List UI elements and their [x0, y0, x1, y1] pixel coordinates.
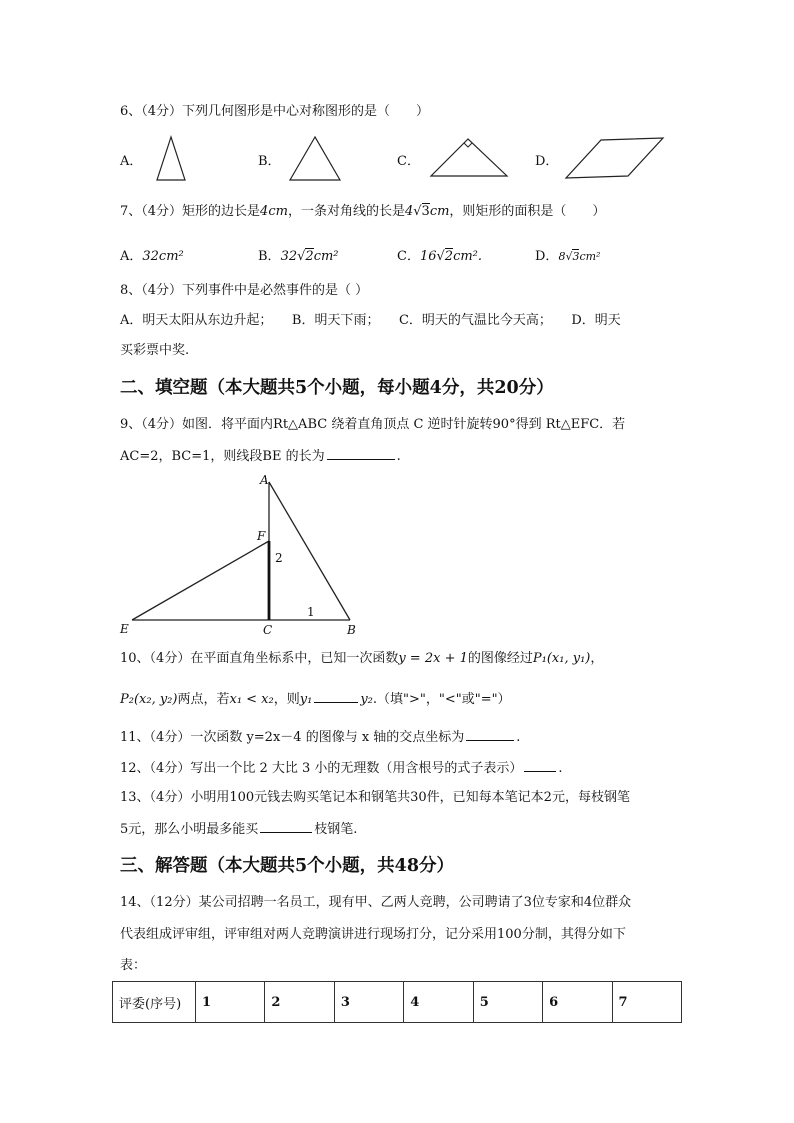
- q10-answer-blank[interactable]: [314, 690, 358, 703]
- q7-stem-post: ，则矩形的面积是（ ）: [449, 204, 606, 219]
- q11-stem: 11、（4分）一次函数 y=2x－4 的图像与 x 轴的交点坐标为: [120, 730, 465, 745]
- q12-post: .: [558, 761, 563, 776]
- q7-option-b-sqrt: √: [297, 249, 306, 264]
- q7-diag-unit: cm: [429, 204, 450, 219]
- q10-y2: y₂: [360, 692, 373, 707]
- q7-option-a-label: A．: [120, 249, 143, 264]
- q7-stem-mid: ，一条对角线的长是: [287, 204, 405, 219]
- table-col: 7: [612, 982, 681, 1023]
- table-header-row: [113, 982, 682, 1023]
- q7-stem-pre: 7、（4分）矩形的边长是: [120, 204, 261, 219]
- q7-option-d-sqrt: √: [565, 250, 573, 263]
- q9-label-f: F: [257, 529, 266, 543]
- q7-option-b-coef: 32: [280, 249, 298, 264]
- q7-option-c-label: C．: [397, 249, 420, 264]
- q13-line2: [120, 820, 357, 839]
- q10-line1-mid: 的图像经过: [467, 651, 533, 666]
- q9-label-c: C: [263, 623, 273, 637]
- q10-line1-pre: 10、（4分）在平面直角坐标系中，已知一次函数: [120, 651, 399, 666]
- q14-line3: 表：: [120, 958, 147, 973]
- q10-y1: y₁: [299, 692, 313, 707]
- q8-options-line1: A．明天太阳从东边升起； B．明天下雨； C．明天的气温比今天高； D．明天: [120, 313, 621, 328]
- q9-segment-ef: [132, 541, 269, 620]
- section-heading-fill-in: 二、填空题（本大题共5个小题，每小题4分，共20分）: [120, 378, 554, 398]
- q7-option-c-radicand: 2: [444, 249, 454, 264]
- section-heading-solutions: 三、解答题（本大题共5个小题，共48分）: [120, 856, 455, 876]
- table-col: 5: [473, 982, 542, 1023]
- q13-line2-pre: 5元，那么小明最多能买: [120, 822, 259, 837]
- q6-option-a-label: A．: [120, 154, 143, 169]
- q10-line1: [120, 650, 603, 668]
- table-header-judge: 评委(序号): [113, 982, 196, 1023]
- q9-label-len-fc: 2: [275, 551, 283, 565]
- table-col: 2: [265, 982, 334, 1023]
- q10-line2: [120, 690, 511, 709]
- q7-option-d-unit: cm²: [579, 250, 601, 263]
- q9-label-b: B: [347, 623, 356, 637]
- q9-label-a: A: [260, 473, 269, 487]
- q7-option-a-value: 32cm²: [142, 249, 184, 264]
- q10-point-p2: P₂(x₂, y₂): [120, 692, 178, 707]
- q7-sqrt-symbol: √: [413, 204, 422, 219]
- table-col: 1: [196, 982, 265, 1023]
- table-col: 4: [404, 982, 473, 1023]
- q7-diag-radicand: 3: [421, 204, 430, 219]
- q14-line2: 代表组成评审组，评审组对两人竞聘演讲进行现场打分，记分采用100分制，其得分如下: [120, 927, 626, 942]
- q9-label-e: E: [120, 622, 129, 636]
- q10-point-p1: P₁(x₁, y₁): [532, 651, 591, 666]
- q13-line2-post: 枝钢笔.: [314, 822, 358, 837]
- q7-option-b-label: B．: [258, 249, 281, 264]
- table-col: 6: [543, 982, 612, 1023]
- q11-post: .: [516, 730, 521, 745]
- q6-option-c-label: C．: [397, 154, 420, 169]
- q9-line2-post: .: [396, 449, 401, 464]
- q13-answer-blank[interactable]: [260, 820, 312, 833]
- q7-option-c-coef: 16: [419, 249, 437, 264]
- q10-line2-post: .（填">"，"<"或"="）: [372, 692, 511, 707]
- q9-line2-pre: AC=2，BC=1，则线段BE 的长为: [120, 449, 325, 464]
- score-table: [112, 981, 682, 1023]
- table-col: 3: [334, 982, 403, 1023]
- q14-line1: 14、（12分）某公司招聘一名员工，现有甲、乙两人竞聘，公司聘请了3位专家和4位群众: [120, 895, 632, 910]
- q6-option-d-label: D．: [535, 154, 559, 169]
- q6-stem: 6、（4分）下列几何图形是中心对称图形的是（ ）: [120, 104, 430, 119]
- q7-option-c-sqrt: √: [436, 249, 445, 264]
- q7-option-d-radicand: 3: [572, 250, 580, 263]
- q7-side-length: 4cm: [260, 204, 288, 219]
- q8-stem: 8、（4分）下列事件中是必然事件的是（ ）: [120, 283, 369, 298]
- q7-diag-coef: 4: [404, 204, 414, 219]
- q13-line1: 13、（4分）小明用100元钱去购买笔记本和钢笔共30件，已知每本笔记本2元，每枝钢笔: [120, 790, 630, 805]
- q11: [120, 728, 520, 747]
- q7-option-b-radicand: 2: [305, 249, 314, 264]
- q11-answer-blank[interactable]: [466, 728, 514, 741]
- q7-option-d-coef: 8: [558, 250, 566, 263]
- q12-stem: 12、（4分）写出一个比 2 大比 3 小的无理数（用含根号的式子表示）: [120, 761, 523, 776]
- q12: [120, 759, 563, 778]
- q8-options-line2: 买彩票中奖.: [120, 343, 190, 358]
- q9-label-len-cb: 1: [307, 605, 315, 619]
- q7-option-b-unit: cm²: [313, 249, 339, 264]
- q10-line1-post: ，: [590, 651, 604, 666]
- q7-option-c-unit: cm².: [453, 249, 483, 264]
- q10-condition: x₁ < x₂: [229, 692, 274, 707]
- q7-option-d-label: D．: [535, 249, 559, 264]
- q6-option-b-label: B．: [258, 154, 281, 169]
- q9-line1: 9、（4分）如图．将平面内Rt△ABC 绕着直角顶点 C 逆时针旋转90°得到 Rt△EFC．若: [120, 417, 626, 432]
- q10-line2-mid: 两点，若: [177, 692, 230, 707]
- q10-function: y = 2x + 1: [398, 651, 468, 666]
- q12-answer-blank[interactable]: [524, 759, 556, 772]
- q10-line2-mid2: ，则: [273, 692, 300, 707]
